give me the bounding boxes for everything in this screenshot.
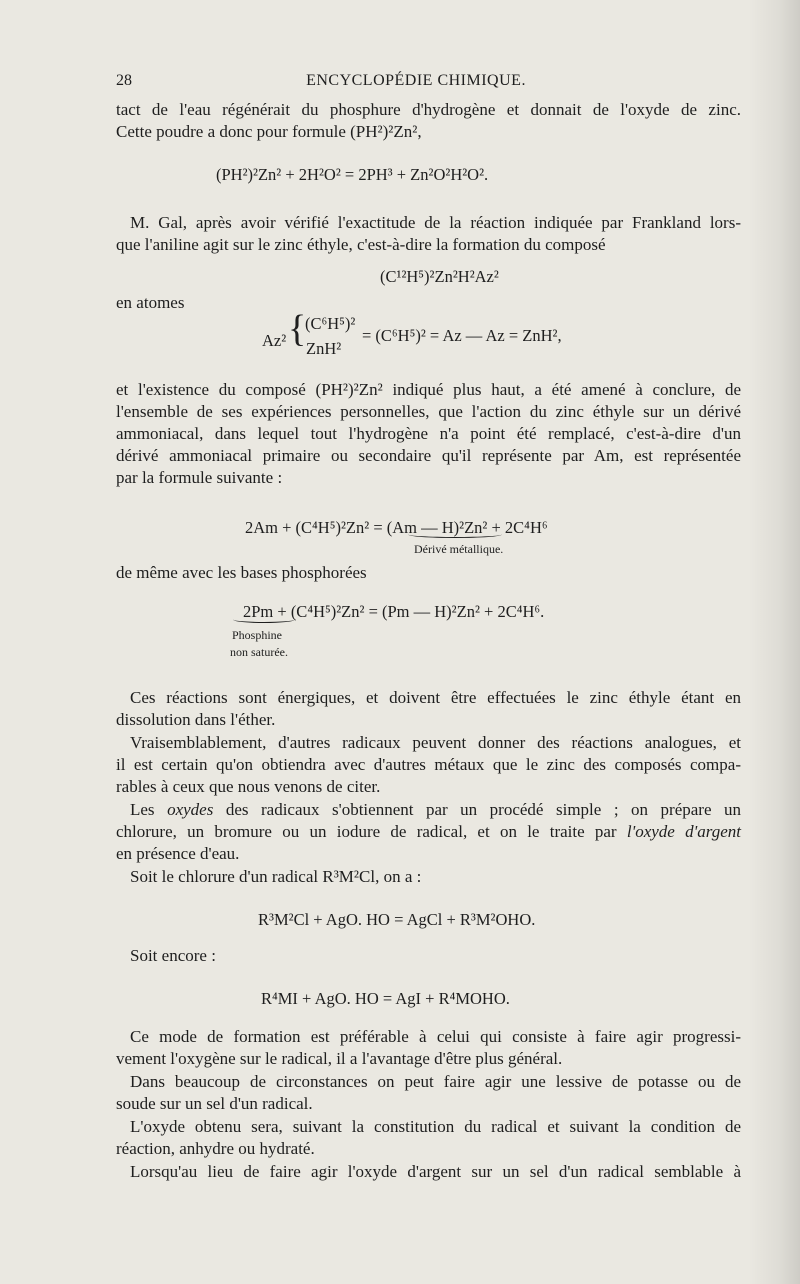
text-line: dérivé ammoniacal primaire ou secondaire qu'il représente par Am, est représentée: [116, 446, 741, 465]
brace-glyph: {: [288, 308, 307, 350]
formula-label-non-saturee: non saturée.: [230, 645, 288, 659]
text-line: Dans beaucoup de circonstances on peut faire agir une lessive de potasse ou de: [130, 1072, 741, 1091]
text-line: Vraisemblablement, d'autres radicaux peuvent donner des réactions analogues, et: [130, 733, 741, 752]
underbrace: [408, 531, 502, 538]
page-edge-shadow: [748, 0, 800, 1284]
page-number: 28: [116, 72, 132, 89]
formula-chloride: R³M²Cl + AgO. HO = AgCl + R³M²OHO.: [258, 910, 536, 929]
text-run: Les: [130, 800, 168, 819]
text-line: vement l'oxygène sur le radical, il a l'avantage d'être plus général.: [116, 1049, 563, 1068]
text-line: tact de l'eau régénérait du phosphure d'hydrogène et donnait de l'oxyde de zinc.: [116, 100, 741, 119]
formula-compound: (C¹²H⁵)²Zn²H²Az²: [380, 267, 499, 286]
italic-term: l'oxyde d'argent: [626, 822, 741, 841]
formula-iodide: R⁴MI + AgO. HO = AgI + R⁴MOHO.: [261, 989, 510, 1008]
formula-atoms-lhs: Az²: [262, 331, 287, 350]
text-line: Ces réactions sont énergiques, et doivent être effectuées le zinc éthyle étant en: [130, 688, 741, 707]
formula-label-phosphine: Phosphine: [232, 628, 283, 642]
text-line: M. Gal, après avoir vérifié l'exactitude de la réaction indiquée par Frankland lors-: [130, 213, 741, 232]
text-line: en présence d'eau.: [116, 844, 240, 863]
text-line: [116, 822, 741, 842]
text-line: Lorsqu'au lieu de faire agir l'oxyde d'argent sur un sel d'un radical semblable à: [130, 1162, 741, 1181]
text-line: Soit encore :: [130, 946, 216, 965]
text-line: dissolution dans l'éther.: [116, 710, 276, 729]
text-line: en atomes: [116, 293, 185, 312]
text-line: Ce mode de formation est préférable à celui qui consiste à faire agir progressi-: [130, 1027, 741, 1046]
text-line: Soit le chlorure d'un radical R³M²Cl, on a :: [130, 867, 422, 886]
running-title: ENCYCLOPÉDIE CHIMIQUE.: [306, 72, 526, 89]
formula-ammoniacal: 2Am + (C⁴H⁵)²Zn² = (Am — H)²Zn² + 2C⁴H⁶: [245, 518, 548, 537]
text-line: [116, 800, 741, 820]
text-line: Cette poudre a donc pour formule (PH²)²Zn²,: [116, 122, 422, 141]
underbrace: [233, 616, 295, 623]
text-line: réaction, anhydre ou hydraté.: [116, 1139, 315, 1158]
text-line: et l'existence du composé (PH²)²Zn² indiqué plus haut, a été amené à conclure, de: [116, 380, 741, 399]
text-line: l'ensemble de ses expériences personnelles, que l'action du zinc éthyle sur un dérivé: [116, 402, 741, 421]
text-line: par la formule suivante :: [116, 468, 283, 487]
text-line: soude sur un sel d'un radical.: [116, 1094, 313, 1113]
text-line: il est certain qu'on obtiendra avec d'autres métaux que le zinc des composés compa-: [116, 755, 741, 774]
formula-phosphine: 2Pm + (C⁴H⁵)²Zn² = (Pm — H)²Zn² + 2C⁴H⁶.: [243, 602, 545, 621]
formula-atoms-top: (C⁶H⁵)²: [305, 314, 356, 333]
text-line: que l'aniline agit sur le zinc éthyle, c'est-à-dire la formation du composé: [116, 235, 606, 254]
running-header: [116, 72, 716, 94]
text-line: rables à ceux que nous venons de citer.: [116, 777, 381, 796]
formula-label-derive: Dérivé métallique.: [414, 542, 504, 556]
formula-phosphide-hydrolysis: (PH²)²Zn² + 2H²O² = 2PH³ + Zn²O²H²O².: [216, 165, 489, 184]
formula-atoms-rhs: = (C⁶H⁵)² = Az — Az = ZnH²,: [362, 326, 562, 345]
text-line: de même avec les bases phosphorées: [116, 563, 367, 582]
text-line: ammoniacal, dans lequel tout l'hydrogène n'a point été remplacé, c'est-à-dire d'un: [116, 424, 741, 443]
text-run: des radicaux s'obtiennent par un procédé simple ; on prépare un: [213, 800, 742, 819]
italic-term: oxydes: [167, 800, 214, 819]
text-line: L'oxyde obtenu sera, suivant la constitution du radical et suivant la condition de: [130, 1117, 741, 1136]
formula-atoms-bottom: ZnH²: [306, 339, 342, 358]
text-run: chlorure, un bromure ou un iodure de radical, et on le traite par: [116, 822, 627, 841]
